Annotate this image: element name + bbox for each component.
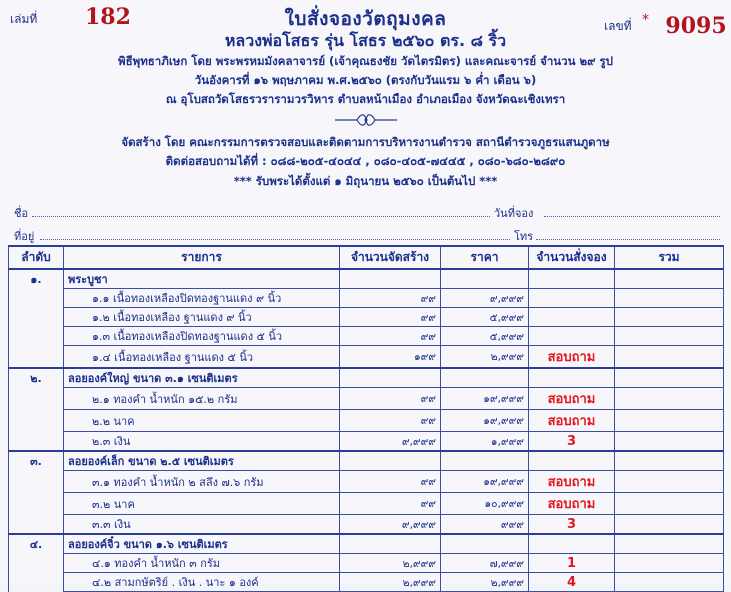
form-subtitle: หลวงพ่อโสธร รุ่น โสธร ๒๕๖๐ ตร. ๘ ริ้ว <box>224 31 507 50</box>
item-name: ๑.๒ เนื้อทองเหลือง ฐานแดง ๙ นิ้ว <box>64 308 340 327</box>
table-row <box>9 471 724 493</box>
total-cell <box>615 346 724 369</box>
order-cell[interactable] <box>529 327 615 346</box>
row-index <box>9 388 64 410</box>
quantity-cell: ๒,๙๙๙ <box>340 554 441 573</box>
table-row <box>9 432 724 452</box>
row-index <box>9 327 64 346</box>
group-title: ลอยองค์จิ๋ว ขนาด ๑.๖ เซนติเมตร <box>64 534 340 554</box>
quantity-cell <box>340 451 441 471</box>
order-cell[interactable] <box>529 289 615 308</box>
quantity-cell: ๙๙ <box>340 471 441 493</box>
quantity-cell <box>340 269 441 289</box>
order-cell[interactable]: สอบถาม <box>529 471 615 493</box>
total-cell <box>615 269 724 289</box>
ceremony-line-2: วันอังคารที่ ๑๖ พฤษภาคม พ.ศ.๒๕๖๐ (ตรงกับวันแรม ๖ ค่ำ เดือน ๖) <box>194 73 537 87</box>
order-cell[interactable]: 3 <box>529 515 615 535</box>
book-number: 182 <box>85 4 131 30</box>
group-row <box>9 451 724 471</box>
contact-line: ติดต่อสอบถามได้ที่ : ๐๘๘-๒๐๕-๔๐๔๔ , ๐๘๐-๔๐๕-๗๔๔๕ , ๐๘๐-๖๘๐-๒๘๙๐ <box>165 154 566 168</box>
form-number-star: * <box>642 12 649 28</box>
row-index <box>9 515 64 535</box>
price-cell: ๑๙,๙๙๙ <box>441 388 529 410</box>
total-cell <box>615 289 724 308</box>
group-title: พระบูชา <box>64 269 340 289</box>
item-name: ๓.๑ ทองคำ น้ำหนัก ๒ สลึง ๗.๖ กรัม <box>64 471 340 493</box>
group-title: ลอยองค์เล็ก ขนาด ๒.๕ เซนติเมตร <box>64 451 340 471</box>
order-cell[interactable]: สอบถาม <box>529 346 615 369</box>
order-cell[interactable] <box>529 368 615 388</box>
item-name: ๑.๓ เนื้อทองเหลืองปิดทองฐานแดง ๕ นิ้ว <box>64 327 340 346</box>
row-index <box>9 289 64 308</box>
quantity-cell: ๙๙ <box>340 410 441 432</box>
total-cell <box>615 451 724 471</box>
col-header-quantity: จำนวนจัดสร้าง <box>340 246 441 269</box>
group-index: ๒. <box>9 368 64 388</box>
price-cell: ๒,๙๙๙ <box>441 346 529 369</box>
item-name: ๒.๒ นาค <box>64 410 340 432</box>
table-row <box>9 554 724 573</box>
total-cell <box>615 432 724 452</box>
order-cell[interactable] <box>529 451 615 471</box>
ornament-divider-icon <box>333 113 399 127</box>
phone-label: โทร <box>514 230 534 243</box>
total-cell <box>615 368 724 388</box>
price-cell: ๕,๙๙๙ <box>441 327 529 346</box>
order-cell[interactable]: 1 <box>529 554 615 573</box>
row-index <box>9 573 64 592</box>
price-cell: ๑๙,๙๙๙ <box>441 410 529 432</box>
group-row <box>9 534 724 554</box>
table-row <box>9 515 724 535</box>
group-index: ๔. <box>9 534 64 554</box>
item-name: ๓.๓ เงิน <box>64 515 340 535</box>
ceremony-line-1: พิธีพุทธาภิเษก โดย พระพรหมมังคลาจารย์ (เจ้าคุณธงชัย วัดไตรมิตร) และคณะจารย์ จำนวน ๒๙ รูป <box>118 54 613 68</box>
row-index <box>9 308 64 327</box>
total-cell <box>615 471 724 493</box>
total-cell <box>615 388 724 410</box>
table-row <box>9 410 724 432</box>
group-row <box>9 269 724 289</box>
table-row <box>9 346 724 369</box>
total-cell <box>615 573 724 592</box>
item-name: ๓.๒ นาค <box>64 493 340 515</box>
quantity-cell: ๙๙ <box>340 289 441 308</box>
table-row <box>9 388 724 410</box>
date-label: วันที่จอง <box>494 207 534 220</box>
quantity-cell: ๙๙ <box>340 388 441 410</box>
item-name: ๒.๑ ทองคำ น้ำหนัก ๑๕.๒ กรัม <box>64 388 340 410</box>
name-field[interactable] <box>32 216 490 217</box>
price-cell <box>441 534 529 554</box>
form-title: ใบสั่งจองวัตถุมงคล <box>284 8 447 30</box>
order-cell[interactable]: สอบถาม <box>529 388 615 410</box>
book-number-label: เล่มที่ <box>10 12 38 26</box>
col-header-index: ลำดับ <box>9 246 64 269</box>
quantity-cell: ๑๙๙ <box>340 346 441 369</box>
organizer-line: จัดสร้าง โดย คณะกรรมการตรวจสอบและติดตามการบริหารงานตำรวจ สถานีตำรวจภูธรแสนภูดาษ <box>121 135 610 149</box>
form-number: 9095 <box>665 13 727 39</box>
table-row <box>9 573 724 592</box>
item-name: ๑.๑ เนื้อทองเหลืองปิดทองฐานแดง ๙ นิ้ว <box>64 289 340 308</box>
order-table <box>8 245 724 592</box>
quantity-cell: ๙๙ <box>340 327 441 346</box>
price-cell: ๑๙,๙๙๙ <box>441 471 529 493</box>
order-cell[interactable]: 4 <box>529 573 615 592</box>
quantity-cell: ๙,๙๙๙ <box>340 515 441 535</box>
total-cell <box>615 493 724 515</box>
col-header-total: รวม <box>615 246 724 269</box>
date-field[interactable] <box>544 216 720 217</box>
price-cell: ๑,๙๙๙ <box>441 432 529 452</box>
row-index <box>9 554 64 573</box>
price-cell <box>441 368 529 388</box>
table-row <box>9 493 724 515</box>
order-cell[interactable]: สอบถาม <box>529 410 615 432</box>
item-name: ๔.๑ ทองคำ น้ำหนัก ๓ กรัม <box>64 554 340 573</box>
group-index: ๑. <box>9 269 64 289</box>
table-row <box>9 289 724 308</box>
order-cell[interactable]: 3 <box>529 432 615 452</box>
item-name: ๔.๒ สามกษัตริย์ . เงิน . นาะ ๑ องค์ <box>64 573 340 592</box>
row-index <box>9 493 64 515</box>
phone-field[interactable] <box>536 239 720 240</box>
order-cell[interactable] <box>529 308 615 327</box>
total-cell <box>615 308 724 327</box>
total-cell <box>615 515 724 535</box>
group-index: ๓. <box>9 451 64 471</box>
total-cell <box>615 554 724 573</box>
form-number-label: เลขที่ <box>604 19 632 33</box>
quantity-cell <box>340 534 441 554</box>
item-name: ๒.๓ เงิน <box>64 432 340 452</box>
price-cell: ๕,๙๙๙ <box>441 308 529 327</box>
pickup-note: *** รับพระได้ตั้งแต่ ๑ มิถุนายน ๒๕๖๐ เป็นต้นไป *** <box>233 174 498 188</box>
quantity-cell: ๒,๙๙๙ <box>340 573 441 592</box>
quantity-cell: ๙,๙๙๙ <box>340 432 441 452</box>
price-cell: ๙๙๙ <box>441 515 529 535</box>
address-label: ที่อยู่ <box>14 230 35 243</box>
name-label: ชื่อ <box>14 207 29 220</box>
order-table-body <box>9 269 724 592</box>
quantity-cell: ๙๙ <box>340 308 441 327</box>
group-row <box>9 368 724 388</box>
row-index <box>9 432 64 452</box>
col-header-order: จำนวนสั่งจอง <box>529 246 615 269</box>
row-index <box>9 471 64 493</box>
price-cell: ๗,๙๙๙ <box>441 554 529 573</box>
table-row <box>9 327 724 346</box>
row-index <box>9 410 64 432</box>
quantity-cell <box>340 368 441 388</box>
price-cell <box>441 451 529 471</box>
col-header-item: รายการ <box>64 246 340 269</box>
total-cell <box>615 327 724 346</box>
row-index <box>9 346 64 369</box>
price-cell <box>441 269 529 289</box>
order-cell[interactable]: สอบถาม <box>529 493 615 515</box>
group-title: ลอยองค์ใหญ่ ขนาด ๓.๑ เซนติเมตร <box>64 368 340 388</box>
item-name: ๑.๔ เนื้อทองเหลือง ฐานแดง ๕ นิ้ว <box>64 346 340 369</box>
table-row <box>9 308 724 327</box>
price-cell: ๑๐,๙๙๙ <box>441 493 529 515</box>
order-cell[interactable] <box>529 269 615 289</box>
order-cell[interactable] <box>529 534 615 554</box>
col-header-price: ราคา <box>441 246 529 269</box>
total-cell <box>615 534 724 554</box>
quantity-cell: ๙๙ <box>340 493 441 515</box>
ceremony-line-3: ณ อุโบสถวัดโสธรวรารามวรวิหาร ตำบลหน้าเมือง อำเภอเมือง จังหวัดฉะเชิงเทรา <box>165 92 566 106</box>
price-cell: ๒,๙๙๙ <box>441 573 529 592</box>
total-cell <box>615 410 724 432</box>
price-cell: ๙,๙๙๙ <box>441 289 529 308</box>
address-field[interactable] <box>40 239 510 240</box>
